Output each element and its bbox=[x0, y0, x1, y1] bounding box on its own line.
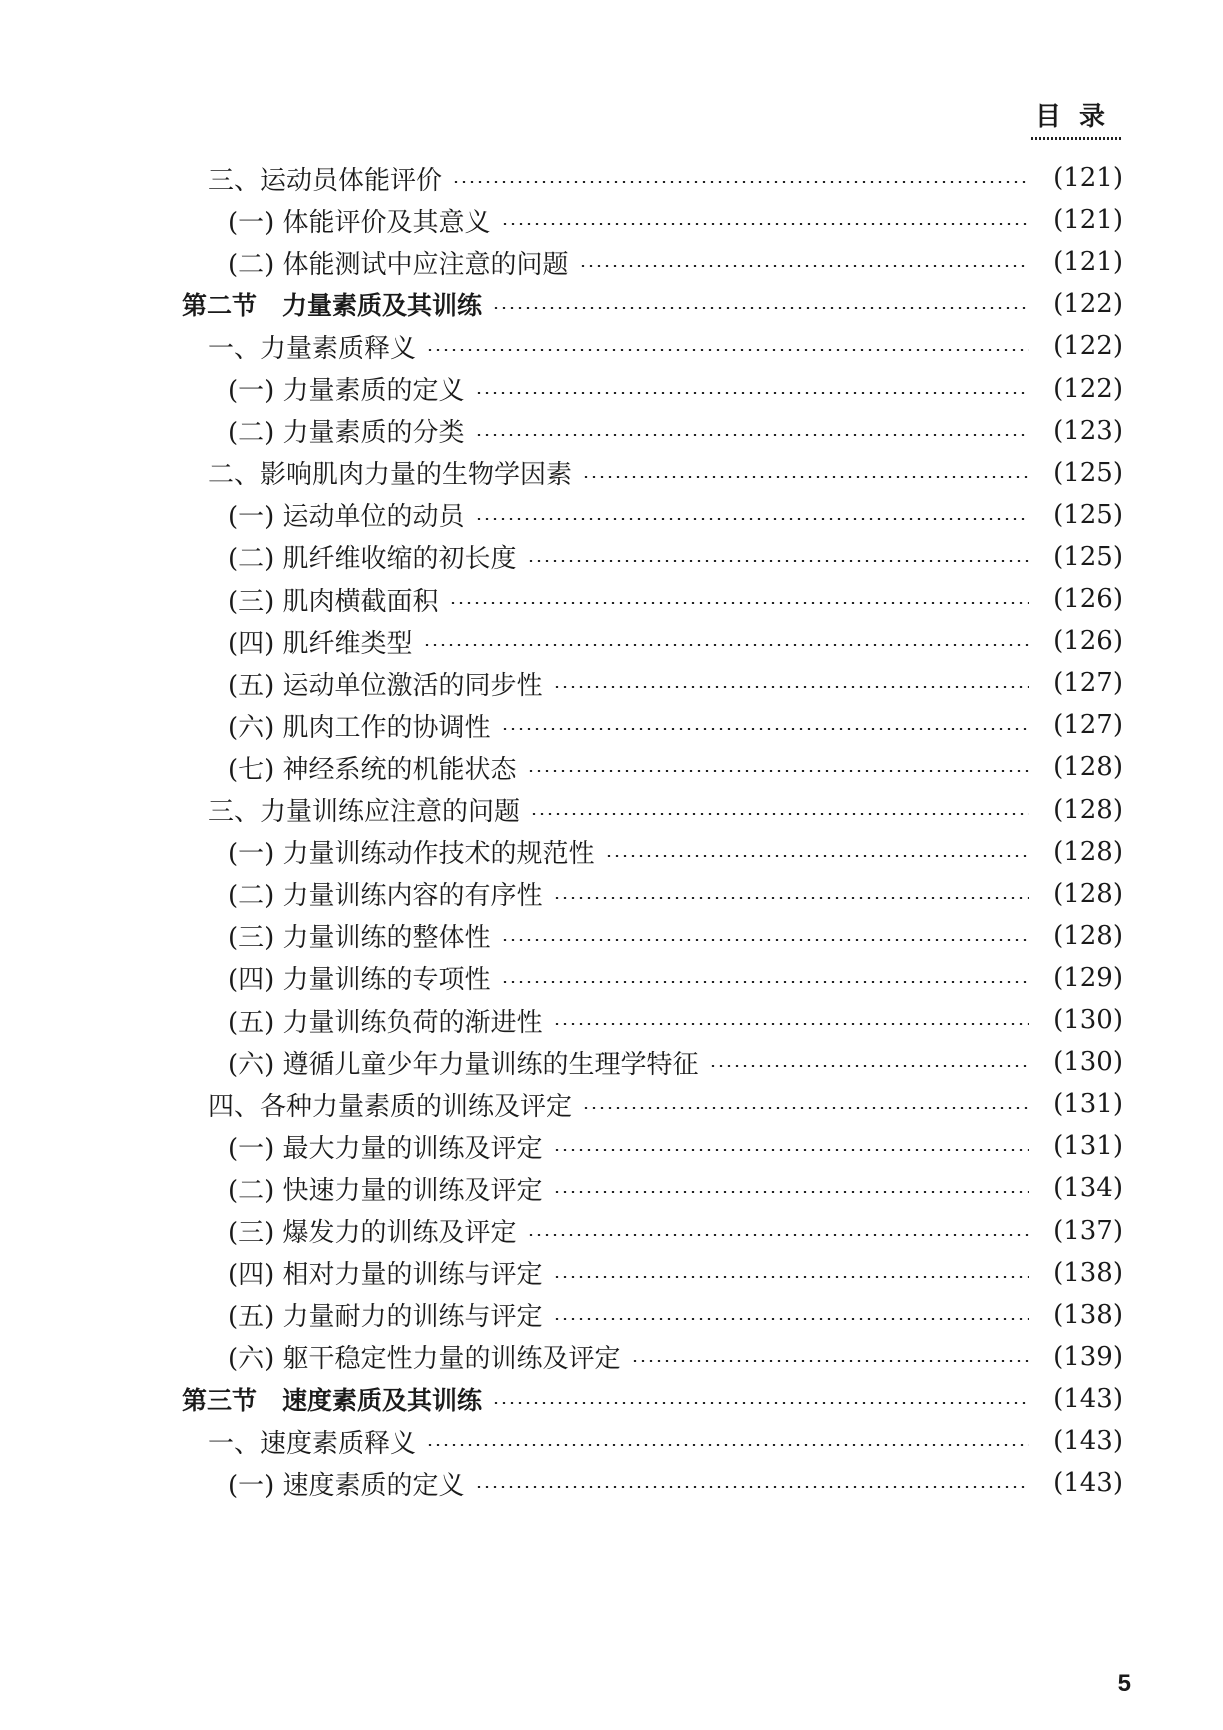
toc-entry-page: (125) bbox=[1053, 457, 1123, 488]
dot-leader bbox=[605, 855, 1029, 857]
dot-leader bbox=[631, 1360, 1029, 1362]
toc-entry-page: (126) bbox=[1053, 626, 1123, 657]
toc-entry-title: (二) 肌纤维收缩的初长度 bbox=[228, 544, 517, 575]
toc-entry-page: (122) bbox=[1053, 289, 1123, 320]
dot-leader bbox=[423, 644, 1029, 646]
dot-leader bbox=[426, 349, 1029, 351]
toc-entry bbox=[228, 1168, 1123, 1208]
toc-entry bbox=[228, 200, 1123, 240]
toc-entry bbox=[208, 453, 1123, 493]
dot-leader bbox=[475, 434, 1029, 436]
toc-entry-title: (六) 躯干稳定性力量的训练及评定 bbox=[228, 1344, 621, 1375]
toc-entry-page: (122) bbox=[1053, 331, 1123, 362]
dot-leader bbox=[579, 265, 1029, 267]
toc-entry-title: (一) 体能评价及其意义 bbox=[228, 207, 491, 238]
dot-leader bbox=[553, 1149, 1029, 1151]
dot-leader bbox=[492, 307, 1029, 309]
toc-entry-page: (126) bbox=[1053, 584, 1123, 614]
toc-entry-title: 三、运动员体能评价 bbox=[208, 165, 443, 196]
toc-entry-title: (三) 爆发力的训练及评定 bbox=[228, 1218, 517, 1248]
toc-entry-title: (六) 遵循儿童少年力量训练的生理学特征 bbox=[228, 1049, 699, 1080]
toc-entry-page: (121) bbox=[1053, 205, 1123, 236]
toc-entry-page: (131) bbox=[1053, 1089, 1123, 1120]
toc-entry-page: (123) bbox=[1053, 415, 1123, 446]
toc-entry-page: (143) bbox=[1053, 1426, 1123, 1456]
dot-leader bbox=[527, 560, 1029, 562]
dot-leader bbox=[553, 1276, 1029, 1278]
toc-entry bbox=[228, 369, 1123, 409]
toc-entry-title: (一) 力量素质的定义 bbox=[228, 376, 465, 406]
toc-entry bbox=[228, 747, 1123, 787]
toc-entry-title: (五) 运动单位激活的同步性 bbox=[228, 670, 543, 701]
toc-entry bbox=[228, 242, 1123, 282]
toc-entry-title: (三) 力量训练的整体性 bbox=[228, 923, 491, 954]
toc-entry-page: (139) bbox=[1053, 1341, 1123, 1372]
toc-entry-page: (127) bbox=[1053, 710, 1123, 741]
toc-entry bbox=[228, 1126, 1123, 1166]
toc-entry bbox=[228, 1000, 1123, 1040]
toc-entry bbox=[228, 621, 1123, 661]
toc-entry-title: (一) 最大力量的训练及评定 bbox=[228, 1133, 543, 1164]
toc-entry-page: (121) bbox=[1053, 247, 1123, 278]
dot-leader bbox=[553, 1318, 1029, 1320]
dot-leader bbox=[553, 897, 1029, 899]
toc-entry bbox=[208, 790, 1123, 830]
toc-entry-title: 第二节 力量素质及其训练 bbox=[182, 291, 483, 321]
toc-entry-title: (四) 力量训练的专项性 bbox=[228, 965, 491, 996]
toc-entry-page: (128) bbox=[1053, 878, 1123, 909]
toc-entry-title: (五) 力量训练负荷的渐进性 bbox=[228, 1007, 543, 1038]
dot-leader bbox=[553, 686, 1029, 688]
toc-entry bbox=[228, 1337, 1123, 1377]
toc-section-entry bbox=[182, 284, 1123, 324]
toc-entry-page: (130) bbox=[1053, 1005, 1123, 1035]
dot-leader bbox=[452, 181, 1029, 183]
toc-entry-page: (125) bbox=[1053, 499, 1123, 530]
toc-entry-title: 一、速度素质释义 bbox=[208, 1428, 417, 1459]
dot-leader bbox=[475, 518, 1029, 520]
toc-entry-page: (127) bbox=[1053, 668, 1123, 699]
toc-entry-title: (一) 速度素质的定义 bbox=[228, 1470, 465, 1501]
toc-entry-page: (143) bbox=[1053, 1383, 1123, 1414]
dot-leader bbox=[582, 476, 1029, 478]
toc-entry-title: (五) 力量耐力的训练与评定 bbox=[228, 1302, 543, 1333]
toc-entry-title: (一) 力量训练动作技术的规范性 bbox=[228, 839, 595, 870]
toc-entry bbox=[228, 579, 1123, 619]
toc-entry bbox=[208, 158, 1123, 198]
toc-entry-title: (二) 力量素质的分类 bbox=[228, 418, 465, 449]
toc-entry bbox=[228, 832, 1123, 872]
header-title: 目录 bbox=[1034, 102, 1123, 132]
toc-entry bbox=[208, 1084, 1123, 1124]
toc-entry-title: (四) 相对力量的训练与评定 bbox=[228, 1260, 543, 1291]
dot-leader bbox=[527, 1234, 1029, 1236]
toc-entry-page: (122) bbox=[1053, 373, 1123, 404]
toc-entry-title: 二、影响肌肉力量的生物学因素 bbox=[208, 460, 573, 491]
toc-entry bbox=[228, 705, 1123, 745]
toc-entry bbox=[228, 1295, 1123, 1335]
dot-leader bbox=[527, 770, 1029, 772]
toc-entry-page: (138) bbox=[1053, 1299, 1123, 1330]
toc-entry-title: 一、力量素质释义 bbox=[208, 333, 417, 364]
dot-leader bbox=[426, 1444, 1029, 1446]
dot-leader bbox=[492, 1402, 1029, 1404]
dot-leader bbox=[709, 1065, 1029, 1067]
dot-leader bbox=[475, 392, 1029, 394]
running-header bbox=[1031, 96, 1123, 140]
page-number: 5 bbox=[1117, 1670, 1131, 1697]
toc-entry bbox=[208, 1421, 1123, 1461]
dot-leader bbox=[501, 981, 1029, 983]
dot-leader bbox=[501, 223, 1029, 225]
header-rule bbox=[1031, 137, 1123, 140]
toc-entry-page: (130) bbox=[1053, 1047, 1123, 1078]
toc-entry-page: (128) bbox=[1053, 794, 1123, 825]
toc-entry bbox=[228, 1042, 1123, 1082]
toc-entry-title: (二) 力量训练内容的有序性 bbox=[228, 881, 543, 912]
toc-entry bbox=[228, 537, 1123, 577]
dot-leader bbox=[501, 728, 1029, 730]
toc-entry-title: (二) 体能测试中应注意的问题 bbox=[228, 249, 569, 280]
toc-entry-title: 三、力量训练应注意的问题 bbox=[208, 797, 521, 827]
toc-entry bbox=[228, 1253, 1123, 1293]
dot-leader bbox=[475, 1486, 1029, 1488]
toc-entry-page: (138) bbox=[1053, 1257, 1123, 1288]
toc-entry-page: (125) bbox=[1053, 541, 1123, 572]
toc-entry-page: (128) bbox=[1053, 920, 1123, 951]
toc-entry bbox=[228, 916, 1123, 956]
toc-entry-title: (三) 肌肉横截面积 bbox=[228, 586, 439, 617]
dot-leader bbox=[553, 1191, 1029, 1193]
toc-entry bbox=[228, 663, 1123, 703]
toc-entry-title: (七) 神经系统的机能状态 bbox=[228, 754, 517, 785]
toc-section-entry bbox=[182, 1379, 1123, 1419]
toc-entry bbox=[228, 874, 1123, 914]
toc-entry bbox=[228, 495, 1123, 535]
dot-leader bbox=[530, 813, 1029, 815]
dot-leader bbox=[501, 939, 1029, 941]
toc-entry bbox=[208, 326, 1123, 366]
toc-entry-page: (128) bbox=[1053, 836, 1123, 867]
toc-entry-title: (一) 运动单位的动员 bbox=[228, 502, 465, 533]
toc-entry-title: (四) 肌纤维类型 bbox=[228, 628, 413, 659]
dot-leader bbox=[582, 1107, 1029, 1109]
toc-entry-title: (二) 快速力量的训练及评定 bbox=[228, 1175, 543, 1206]
toc-entry-page: (121) bbox=[1053, 163, 1123, 193]
toc-entry-page: (129) bbox=[1053, 962, 1123, 993]
toc-entry bbox=[228, 1211, 1123, 1251]
toc-entry-page: (128) bbox=[1053, 752, 1123, 783]
toc-entry-title: 四、各种力量素质的训练及评定 bbox=[208, 1091, 573, 1122]
toc-entry bbox=[228, 1463, 1123, 1503]
toc-entry bbox=[228, 411, 1123, 451]
toc-entry-title: 第三节 速度素质及其训练 bbox=[182, 1385, 483, 1415]
toc-entry-page: (143) bbox=[1053, 1468, 1123, 1499]
toc-entry-page: (134) bbox=[1053, 1173, 1123, 1204]
toc-entry bbox=[228, 958, 1123, 998]
toc-entry-page: (137) bbox=[1053, 1215, 1123, 1246]
toc-entry-title: (六) 肌肉工作的协调性 bbox=[228, 712, 491, 743]
toc-entry-page: (131) bbox=[1053, 1131, 1123, 1162]
dot-leader bbox=[449, 602, 1029, 604]
dot-leader bbox=[553, 1023, 1029, 1025]
